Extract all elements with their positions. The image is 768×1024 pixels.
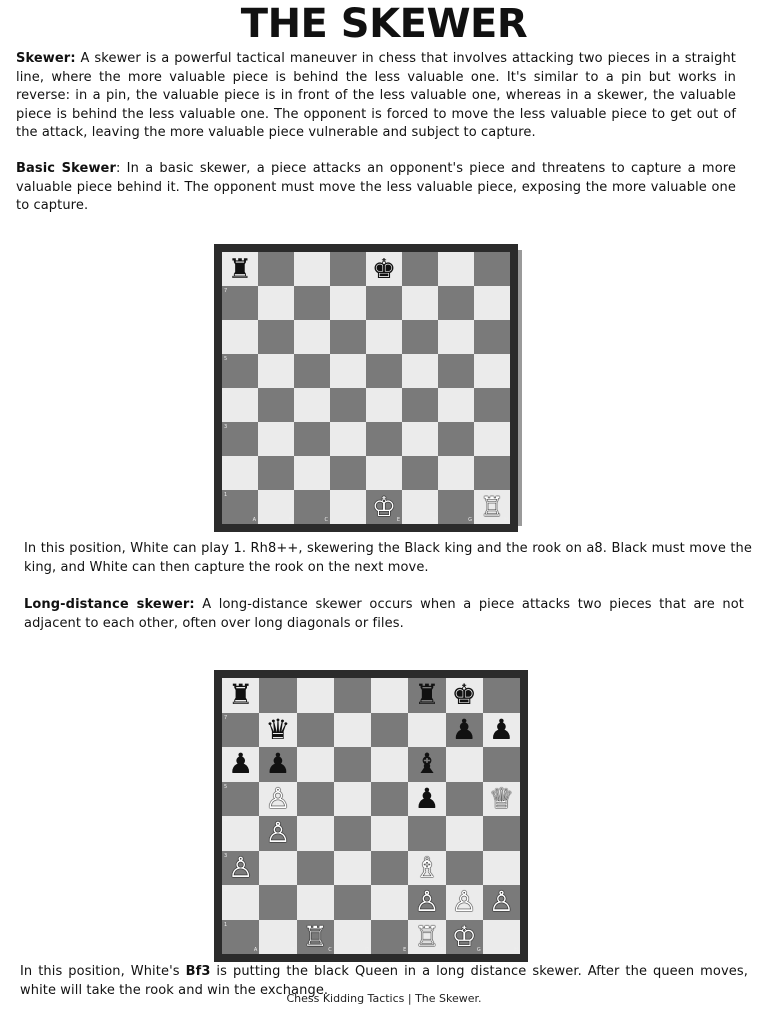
- square-a2: [222, 456, 258, 490]
- square-e1: [371, 920, 408, 955]
- square-b8: [258, 252, 294, 286]
- square-b1: [259, 920, 296, 955]
- white-pawn-icon: ♙: [265, 816, 291, 850]
- square-b4: [259, 816, 296, 851]
- square-c2: [297, 885, 334, 920]
- rank-label: 4: [224, 818, 228, 824]
- square-c5: [294, 354, 330, 388]
- white-pawn-icon: ♙: [414, 885, 440, 919]
- black-king-icon: ♚: [371, 253, 397, 285]
- square-c1: [297, 920, 334, 955]
- square-d3: [330, 422, 366, 456]
- rank-label: 2: [224, 458, 228, 464]
- file-label: E: [403, 947, 407, 953]
- square-c3: [297, 851, 334, 886]
- rank-label: 7: [224, 288, 228, 294]
- square-d6: [330, 320, 366, 354]
- square-a3: [222, 851, 259, 886]
- long-distance-label: Long-distance skewer:: [24, 597, 195, 612]
- square-c4: [297, 816, 334, 851]
- white-rook-icon: ♖: [302, 919, 328, 953]
- white-king-icon: ♔: [371, 491, 397, 523]
- square-c4: [294, 388, 330, 422]
- square-a1: [222, 920, 259, 955]
- square-e5: [366, 354, 402, 388]
- square-d2: [330, 456, 366, 490]
- square-b1: [258, 490, 294, 524]
- square-h8: [474, 252, 510, 286]
- black-rook-icon: ♜: [414, 678, 440, 712]
- square-d5: [330, 354, 366, 388]
- square-g4: [438, 388, 474, 422]
- rank-label: 4: [224, 390, 228, 396]
- square-c7: [294, 286, 330, 320]
- white-pawn-icon: ♙: [265, 781, 291, 815]
- square-a4: [222, 816, 259, 851]
- square-a7: [222, 713, 259, 748]
- square-f3: [408, 851, 445, 886]
- square-e7: [371, 713, 408, 748]
- square-f5: [408, 782, 445, 817]
- square-g6: [438, 320, 474, 354]
- square-e5: [371, 782, 408, 817]
- square-f5: [402, 354, 438, 388]
- rank-label: 1: [224, 492, 228, 498]
- square-g8: [446, 678, 483, 713]
- file-label: C: [328, 947, 332, 953]
- white-king-icon: ♔: [451, 919, 477, 953]
- square-f3: [402, 422, 438, 456]
- square-g2: [446, 885, 483, 920]
- square-b7: [259, 713, 296, 748]
- caption2-suffix: is putting the black Queen in a long distance skewer. After the queen moves, white will take the rook and win the exchange.: [20, 964, 748, 998]
- square-h4: [483, 816, 520, 851]
- square-g3: [446, 851, 483, 886]
- file-label: H: [514, 947, 518, 953]
- square-d7: [330, 286, 366, 320]
- square-f8: [408, 678, 445, 713]
- square-f6: [402, 320, 438, 354]
- file-label: B: [288, 517, 292, 523]
- square-d4: [334, 816, 371, 851]
- square-f7: [402, 286, 438, 320]
- file-label: B: [291, 947, 295, 953]
- square-g1: [446, 920, 483, 955]
- square-g1: [438, 490, 474, 524]
- square-d7: [334, 713, 371, 748]
- square-a6: [222, 747, 259, 782]
- square-h2: [474, 456, 510, 490]
- square-e2: [366, 456, 402, 490]
- square-f1: [402, 490, 438, 524]
- square-e8: [366, 252, 402, 286]
- square-b3: [259, 851, 296, 886]
- square-e6: [371, 747, 408, 782]
- square-e6: [366, 320, 402, 354]
- basic-skewer-caption: In this position, White can play 1. Rh8++, skewering the Black king and the rook on a8. Black must move the king, and White can then capture the rook on the next move.: [24, 541, 752, 575]
- square-g5: [446, 782, 483, 817]
- white-rook-icon: ♖: [414, 919, 440, 953]
- square-a4: [222, 388, 258, 422]
- square-h5: [474, 354, 510, 388]
- square-b5: [258, 354, 294, 388]
- black-rook-icon: ♜: [228, 678, 254, 712]
- caption2-prefix: In this position, White's: [20, 964, 186, 979]
- rank-label: 5: [224, 783, 228, 790]
- file-label: H: [504, 517, 508, 523]
- square-e3: [371, 851, 408, 886]
- square-a3: [222, 422, 258, 456]
- square-h6: [483, 747, 520, 782]
- file-label: F: [433, 517, 436, 523]
- square-a5: [222, 782, 259, 817]
- rank-label: 8: [224, 680, 228, 686]
- square-e4: [371, 816, 408, 851]
- square-d3: [334, 851, 371, 886]
- square-f4: [408, 816, 445, 851]
- file-label: G: [476, 947, 481, 953]
- square-d6: [334, 747, 371, 782]
- square-e7: [366, 286, 402, 320]
- basic-skewer-board-frame: [214, 244, 522, 532]
- square-c3: [294, 422, 330, 456]
- square-g8: [438, 252, 474, 286]
- black-queen-icon: ♛: [265, 712, 291, 746]
- rank-label: 7: [224, 714, 228, 721]
- square-g4: [446, 816, 483, 851]
- square-e4: [366, 388, 402, 422]
- square-f4: [402, 388, 438, 422]
- file-label: D: [360, 517, 364, 523]
- square-c1: [294, 490, 330, 524]
- rank-label: 5: [224, 356, 228, 362]
- basic-skewer-board: [222, 252, 510, 524]
- long-distance-skewer-board-frame: [214, 670, 528, 962]
- square-f2: [408, 885, 445, 920]
- rank-label: 8: [224, 254, 228, 260]
- square-b6: [258, 320, 294, 354]
- white-rook-icon: ♖: [479, 491, 505, 523]
- rank-label: 3: [224, 424, 228, 430]
- square-b5: [259, 782, 296, 817]
- white-queen-icon: ♕: [488, 781, 514, 815]
- intro-label: Skewer:: [16, 51, 76, 66]
- square-d8: [330, 252, 366, 286]
- file-label: E: [396, 517, 400, 523]
- rank-label: 3: [224, 852, 228, 859]
- file-label: C: [324, 517, 328, 523]
- square-b8: [259, 678, 296, 713]
- square-c6: [297, 747, 334, 782]
- caption2-move: Bf3: [185, 964, 211, 979]
- square-h5: [483, 782, 520, 817]
- square-f7: [408, 713, 445, 748]
- square-a2: [222, 885, 259, 920]
- square-a6: [222, 320, 258, 354]
- square-g3: [438, 422, 474, 456]
- basic-skewer-text: : In a basic skewer, a piece attacks an opponent's piece and threatens to capture a more valuable piece behind it. The opponent must move the less valuable piece, exposing the more valuable one to capture.: [16, 161, 736, 213]
- file-label: A: [252, 517, 256, 523]
- long-distance-skewer-board: [222, 678, 520, 954]
- square-d4: [330, 388, 366, 422]
- square-g6: [446, 747, 483, 782]
- square-f8: [402, 252, 438, 286]
- square-e2: [371, 885, 408, 920]
- square-e8: [371, 678, 408, 713]
- page-title: THE SKEWER: [240, 1, 528, 47]
- square-g2: [438, 456, 474, 490]
- square-h1: [474, 490, 510, 524]
- square-a8: [222, 252, 258, 286]
- page-footer: Chess Kidding Tactics | The Skewer.: [286, 992, 482, 1005]
- square-d1: [334, 920, 371, 955]
- square-h2: [483, 885, 520, 920]
- square-b4: [258, 388, 294, 422]
- square-f2: [402, 456, 438, 490]
- white-pawn-icon: ♙: [228, 850, 254, 884]
- square-f6: [408, 747, 445, 782]
- square-c5: [297, 782, 334, 817]
- white-pawn-icon: ♙: [451, 885, 477, 919]
- square-c2: [294, 456, 330, 490]
- file-label: G: [468, 517, 472, 523]
- square-h6: [474, 320, 510, 354]
- basic-skewer-paragraph: [16, 160, 736, 216]
- square-d1: [330, 490, 366, 524]
- square-g7: [438, 286, 474, 320]
- square-a1: [222, 490, 258, 524]
- square-h7: [474, 286, 510, 320]
- square-d2: [334, 885, 371, 920]
- long-distance-text: A long-distance skewer occurs when a piece attacks two pieces that are not adjacent to each other, often over long diagonals or files.: [24, 597, 744, 631]
- square-b2: [258, 456, 294, 490]
- black-pawn-icon: ♟: [414, 781, 440, 815]
- black-king-icon: ♚: [451, 678, 477, 712]
- square-f1: [408, 920, 445, 955]
- file-label: A: [253, 947, 258, 953]
- square-c8: [297, 678, 334, 713]
- square-h4: [474, 388, 510, 422]
- square-a7: [222, 286, 258, 320]
- black-bishop-icon: ♝: [414, 747, 440, 781]
- rank-label: 1: [224, 921, 228, 928]
- square-h3: [474, 422, 510, 456]
- square-h1: [483, 920, 520, 955]
- square-a5: [222, 354, 258, 388]
- white-bishop-icon: ♗: [414, 850, 440, 884]
- black-pawn-icon: ♟: [265, 747, 291, 781]
- black-pawn-icon: ♟: [451, 712, 477, 746]
- file-label: F: [440, 947, 444, 953]
- square-b3: [258, 422, 294, 456]
- square-c8: [294, 252, 330, 286]
- square-g5: [438, 354, 474, 388]
- square-d5: [334, 782, 371, 817]
- square-g7: [446, 713, 483, 748]
- black-pawn-icon: ♟: [488, 712, 514, 746]
- square-c7: [297, 713, 334, 748]
- white-pawn-icon: ♙: [488, 885, 514, 919]
- square-e3: [366, 422, 402, 456]
- intro-text: A skewer is a powerful tactical maneuver in chess that involves attacking two pieces in a straight line, where the more valuable piece is behind the less valuable one. It's similar to a pin but works in reverse: in a pin, the valuable piece is in front of the less valuable one, whereas in a skewer, the valuable piece is behind the less valuable one. The opponent is forced to move the less valuable piece to get out of the attack, leaving the more valuable piece vulnerable and subject to capture.: [16, 51, 736, 140]
- rank-label: 6: [224, 749, 228, 755]
- intro-paragraph: [16, 50, 736, 143]
- square-b7: [258, 286, 294, 320]
- square-d8: [334, 678, 371, 713]
- square-h8: [483, 678, 520, 713]
- rank-label: 6: [224, 322, 228, 328]
- rank-label: 2: [224, 887, 228, 893]
- square-a8: [222, 678, 259, 713]
- black-pawn-icon: ♟: [228, 747, 254, 781]
- square-h7: [483, 713, 520, 748]
- square-e1: [366, 490, 402, 524]
- square-b6: [259, 747, 296, 782]
- long-distance-paragraph: [24, 596, 744, 633]
- square-b2: [259, 885, 296, 920]
- basic-skewer-label: Basic Skewer: [16, 161, 116, 176]
- file-label: D: [365, 947, 369, 953]
- square-h3: [483, 851, 520, 886]
- black-rook-icon: ♜: [227, 253, 253, 285]
- square-c6: [294, 320, 330, 354]
